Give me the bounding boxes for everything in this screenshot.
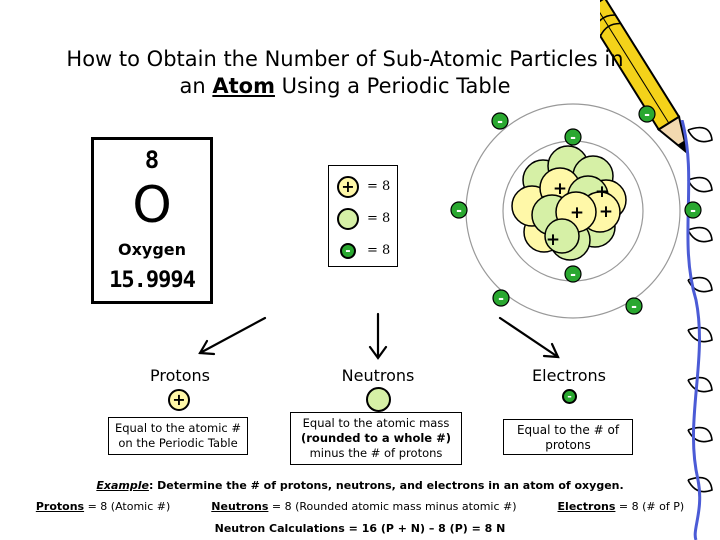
answer-electrons-label: Electrons — [557, 500, 616, 513]
element-name: Oxygen — [117, 240, 187, 259]
title-suffix: Using a Periodic Table — [281, 74, 511, 98]
protons-icon — [168, 389, 190, 411]
electron-sign: - — [690, 203, 696, 219]
title-line-1: How to Obtain the Number of Sub-Atomic Particles in — [66, 47, 624, 71]
neutrons-desc-line2: (rounded to a whole #) — [301, 431, 451, 445]
electrons-description: Equal to the # of protons — [503, 419, 633, 455]
proton-plus: + — [341, 177, 355, 196]
heading-electrons: Electrons — [532, 366, 606, 385]
answer-neutrons-label: Neutrons — [211, 500, 269, 513]
title-prefix: an — [179, 74, 206, 98]
neutrons-icon — [366, 387, 391, 412]
nucleus-proton-sign: + — [552, 179, 568, 199]
electron-sign: - — [456, 203, 462, 219]
nucleus-proton-sign: + — [598, 202, 614, 222]
answer-electrons-text: = 8 (# of P) — [615, 500, 685, 513]
answer-protons-label: Protons — [35, 500, 85, 513]
electron-sign: - — [644, 107, 650, 123]
heading-protons: Protons — [150, 366, 210, 385]
neutrons-desc-line3: minus the # of protons — [309, 446, 443, 460]
element-symbol: O — [132, 176, 172, 234]
neutrons-description — [290, 412, 462, 465]
example-line — [0, 479, 720, 492]
electron-minus: - — [345, 243, 351, 259]
answer-neutrons-text: = 8 (Rounded atomic mass minus atomic #) — [268, 500, 517, 513]
protons-description: Equal to the atomic # on the Periodic Table — [108, 417, 248, 455]
neutrons-desc-line1: Equal to the atomic mass — [302, 416, 450, 430]
nucleus-proton-sign: + — [569, 203, 585, 223]
electron-sign: - — [631, 299, 637, 315]
heading-neutrons: Neutrons — [341, 366, 415, 385]
electrons-icon-sign: - — [567, 390, 572, 403]
answer-protons-text: = 8 (Atomic #) — [84, 500, 171, 513]
legend-electron-count: = 8 — [367, 243, 391, 258]
example-text: : Determine the # of protons, neutrons, and electrons in an atom of oxygen. — [148, 479, 624, 492]
legend-neutron-count: = 8 — [367, 211, 391, 226]
arrow-to-electrons — [500, 318, 558, 357]
electron-sign: - — [497, 114, 503, 130]
atomic-number: 8 — [144, 146, 160, 174]
nucleus-proton-sign: + — [594, 182, 610, 202]
protons-icon-sign: + — [172, 390, 186, 409]
electron-sign: - — [570, 267, 576, 283]
atomic-mass: 15.9994 — [109, 268, 195, 293]
example-answers — [0, 500, 720, 513]
electron-sign: - — [498, 291, 504, 307]
title-atom-word: Atom — [212, 74, 275, 98]
arrow-head-electrons — [544, 344, 558, 357]
arrow-to-protons — [200, 318, 265, 353]
neutron-calculation: Neutron Calculations = 16 (P + N) – 8 (P) = 8 N — [214, 522, 506, 535]
legend-proton-count: = 8 — [367, 179, 391, 194]
electrons-icon — [562, 389, 577, 404]
nucleus-proton-sign: + — [545, 230, 561, 250]
example-label: Example — [96, 479, 149, 492]
electron-sign: - — [570, 130, 576, 146]
